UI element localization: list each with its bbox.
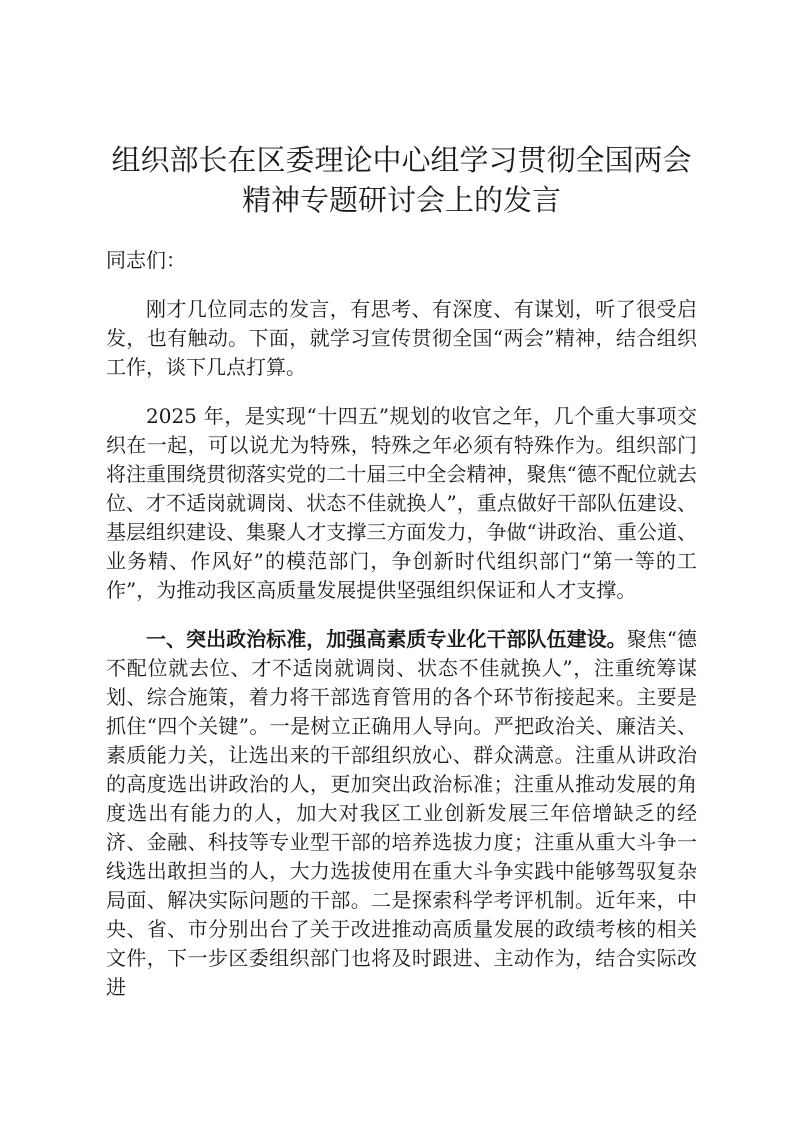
salutation: 同志们：: [106, 248, 186, 272]
title-line-1: 组织部长在区委理论中心组学习贯彻全国两会: [111, 143, 692, 177]
document-title: [106, 140, 697, 220]
title-line-2: 精神专题研讨会上的发言: [241, 183, 561, 217]
paragraph-overview: [106, 402, 697, 605]
paragraph-text: 刚才几位同志的发言，有思考、有深度、有谋划，听了很受启发，也有触动。下面，就学习宣传贯彻全国“两会”精神，结合组织工作，谈下几点打算。: [106, 297, 697, 379]
section-heading: 一、突出政治标准，加强高素质专业化干部队伍建设。: [146, 627, 627, 651]
paragraph-section-one: [106, 625, 697, 1002]
paragraph-intro: [106, 295, 697, 382]
paragraph-text: 2025 年，是实现“十四五”规划的收官之年，几个重大事项交织在一起，可以说尤为特殊，特殊之年必须有特殊作为。组织部门将注重围绕贯彻落实党的二十届三中全会精神，聚焦“德不配位就去位、才不适岗就调岗、状态不佳就换人”，重点做好干部队伍建设、基层组织建设、集聚人才支撑三方面发力，争做“讲政治、重公道、业务精、作风好”的模范部门，争创新时代组织部门“第一等的工作”，为推动我区高质量发展提供坚强组织保证和人才支撑。: [106, 404, 697, 602]
paragraph-text: 聚焦“德不配位就去位、才不适岗就调岗、状态不佳就换人”，注重统筹谋划、综合施策，着力将干部选育管用的各个环节衔接起来。主要是抓住“四个关键”。一是树立正确用人导向。严把政治关、廉洁关、素质能力关，让选出来的干部组织放心、群众满意。注重从讲政治的高度选出讲政治的人，更加突出政治标准；注重从推动发展的角度选出有能力的人，加大对我区工业创新发展三年倍增缺乏的经济、金融、科技等专业型干部的培养选拔力度；注重从重大斗争一线选出敢担当的人，大力选拔使用在重大斗争实践中能够驾驭复杂局面、解决实际问题的干部。二是探索科学考评机制。近年来，中央、省、市分别出台了关于改进推动高质量发展的政绩考核的相关文件，下一步区委组织部门也将及时跟进、主动作为，结合实际改进: [106, 627, 697, 999]
